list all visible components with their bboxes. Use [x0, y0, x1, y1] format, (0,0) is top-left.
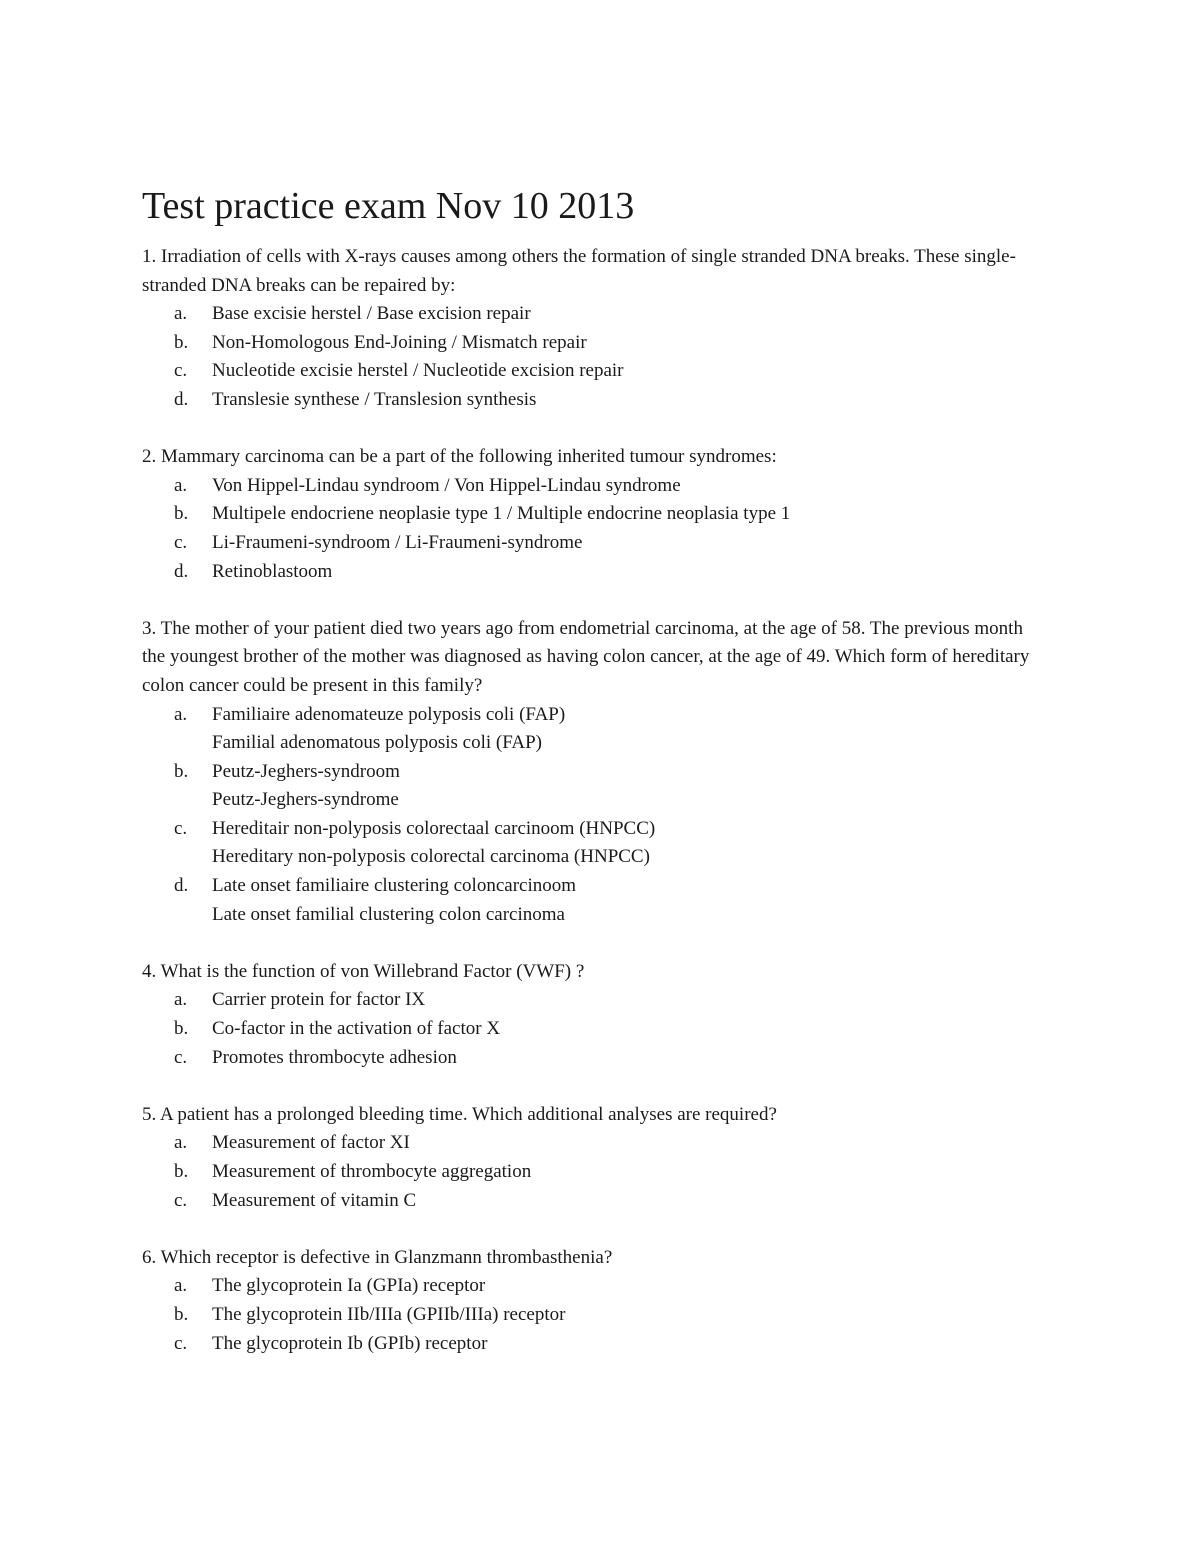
option-text: The glycoprotein Ib (GPIb) receptor [212, 1332, 488, 1354]
answer-option [142, 815, 1042, 872]
answer-options [142, 1129, 1042, 1215]
option-text: Carrier protein for factor IX [212, 989, 426, 1011]
question-1 [142, 243, 1042, 415]
question-6 [142, 1244, 1042, 1358]
question-5 [142, 1101, 1042, 1215]
option-text: Co-factor in the activation of factor X [212, 1018, 501, 1040]
option-text: Multipele endocriene neoplasie type 1 / Multiple endocrine neoplasia type 1 [212, 503, 791, 525]
option-letter: b. [174, 1161, 189, 1182]
answer-option [142, 701, 1042, 758]
answer-option [142, 1044, 1042, 1073]
answer-option [142, 1187, 1042, 1216]
option-letter: d. [174, 875, 189, 897]
answer-options [142, 300, 1042, 414]
answer-option [142, 1158, 1042, 1187]
option-text: Retinoblastoom [212, 560, 333, 582]
answer-option [142, 1272, 1042, 1301]
answer-option [142, 329, 1042, 358]
answer-option [142, 558, 1042, 587]
option-text: Familial adenomatous polyposis coli (FAP) [212, 732, 543, 754]
option-letter: b. [174, 503, 189, 525]
question-text: 4. What is the function of von Willebrand Factor (VWF) ? [142, 960, 585, 982]
option-text: Base excisie herstel / Base excision repair [212, 303, 531, 325]
option-letter: b. [174, 1303, 189, 1325]
answer-option [142, 986, 1042, 1015]
option-text: Measurement of vitamin C [212, 1189, 417, 1211]
option-text: Von Hippel-Lindau syndroom / Von Hippel-Lindau syndrome [212, 474, 681, 496]
option-text: The glycoprotein Ia (GPIa) receptor [212, 1275, 486, 1297]
option-letter: a. [174, 1132, 188, 1154]
option-text: Peutz-Jeghers-syndroom [212, 760, 400, 782]
option-text: Hereditary non-polyposis colorectal carcinoma (HNPCC) [212, 846, 650, 868]
option-text: Late onset familial clustering colon carcinoma [212, 903, 565, 925]
answer-option [142, 872, 1042, 929]
option-text: Late onset familiaire clustering coloncarcinoom [212, 875, 577, 897]
option-letter: c. [174, 360, 188, 382]
answer-option [142, 386, 1042, 415]
answer-options [142, 701, 1042, 930]
option-text: The glycoprotein IIb/IIIa (GPIIb/IIIa) receptor [212, 1303, 566, 1325]
option-letter: b. [174, 1018, 189, 1040]
answer-option [142, 1330, 1042, 1359]
option-letter: a. [174, 703, 188, 725]
option-text: Nucleotide excisie herstel / Nucleotide excision repair [212, 360, 624, 382]
option-text: Li-Fraumeni-syndroom / Li-Fraumeni-syndrome [212, 531, 583, 553]
answer-option [142, 758, 1042, 815]
question-text: 3. The mother of your patient died two years ago from endometrial carcinoma, at the age of 58. The previous month the youngest brother of the mother was diagnosed as having colon cancer, at the age of 49. Which form of hereditary colon cancer could be present in this family? [142, 617, 1030, 696]
question-3 [142, 615, 1042, 930]
option-letter: c. [174, 531, 188, 553]
option-letter: a. [174, 474, 188, 496]
option-letter: c. [174, 1046, 188, 1068]
answer-option [142, 1301, 1042, 1330]
option-letter: d. [174, 560, 189, 582]
question-text: 6. Which receptor is defective in Glanzmann thrombasthenia? [142, 1246, 613, 1268]
question-2 [142, 443, 1042, 586]
question-text: 2. Mammary carcinoma can be a part of the following inherited tumour syndromes: [142, 446, 777, 468]
answer-option [142, 300, 1042, 329]
option-text: Translesie synthese / Translesion synthesis [212, 388, 537, 410]
question-text: 1. Irradiation of cells with X-rays causes among others the formation of single stranded DNA breaks. These single-stranded DNA breaks can be repaired by: [142, 246, 1016, 296]
answer-options [142, 986, 1042, 1072]
question-list [142, 243, 1042, 1387]
option-letter: a. [174, 989, 188, 1011]
answer-option [142, 1015, 1042, 1044]
question-4 [142, 958, 1042, 1072]
option-letter: b. [174, 760, 189, 782]
option-letter: b. [174, 331, 189, 353]
option-text: Measurement of factor XI [212, 1132, 410, 1154]
question-text: 5. A patient has a prolonged bleeding time. Which additional analyses are required? [142, 1103, 777, 1125]
answer-option [142, 1129, 1042, 1158]
answer-option [142, 529, 1042, 558]
answer-option [142, 357, 1042, 386]
option-text: Hereditair non-polyposis colorectaal carcinoom (HNPCC) [212, 817, 656, 839]
option-letter: c. [174, 1332, 188, 1354]
option-letter: a. [174, 303, 188, 325]
option-letter: a. [174, 1275, 188, 1297]
answer-options [142, 472, 1042, 586]
option-text: Familiaire adenomateuze polyposis coli (FAP) [212, 703, 566, 725]
answer-option [142, 472, 1042, 501]
option-text: Peutz-Jeghers-syndrome [212, 789, 399, 811]
answer-options [142, 1272, 1042, 1358]
answer-option [142, 500, 1042, 529]
document-title: Test practice exam Nov 10 2013 [142, 185, 635, 227]
option-letter: c. [174, 1189, 188, 1211]
option-letter: d. [174, 388, 189, 410]
option-text: Measurement of thrombocyte aggregation [212, 1161, 532, 1182]
option-text: Non-Homologous End-Joining / Mismatch repair [212, 331, 587, 353]
option-letter: c. [174, 817, 188, 839]
option-text: Promotes thrombocyte adhesion [212, 1046, 457, 1068]
